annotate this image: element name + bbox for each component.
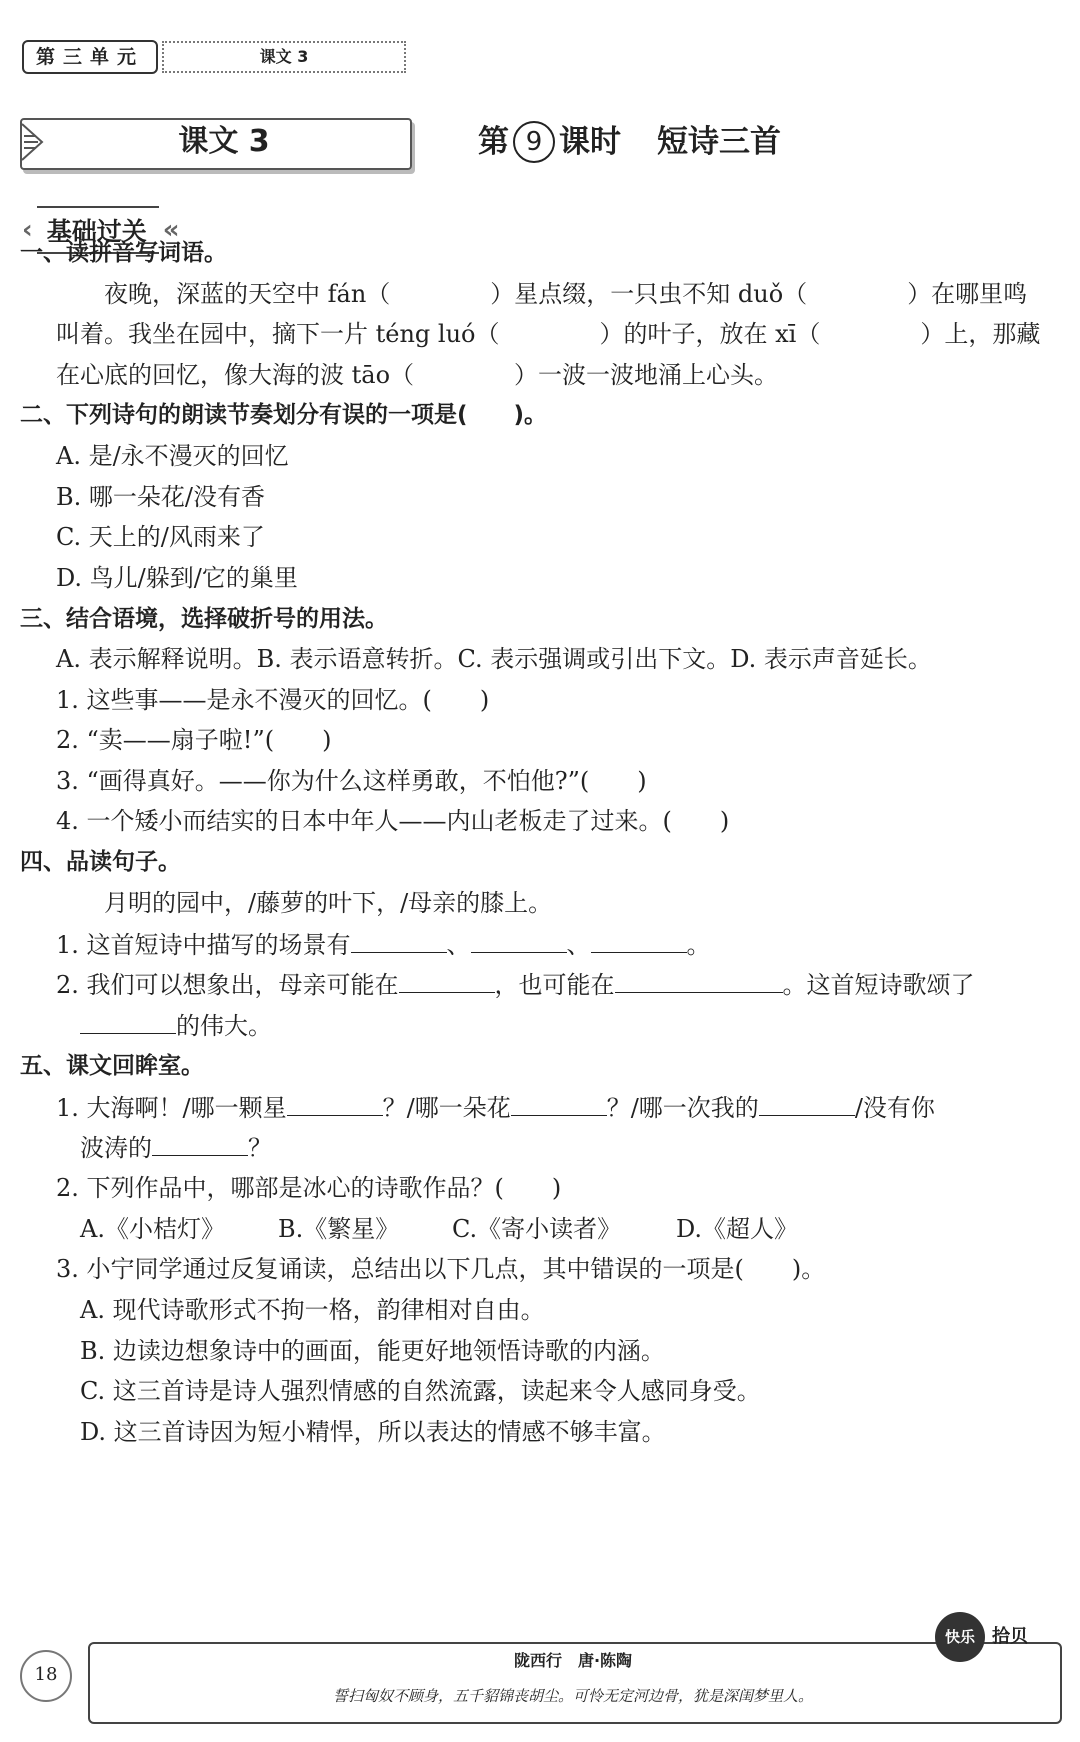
brand-logo-side: 拾贝: [992, 1626, 1028, 1647]
chevron-left-icon: ‹: [22, 215, 33, 245]
q4-item-2-cont: 的伟大。: [80, 1009, 272, 1042]
q4-quote: 月明的园中，/藤萝的叶下，/母亲的膝上。: [104, 889, 553, 917]
q2-title: 二、下列诗句的朗读节奏划分有误的一项是( )。: [20, 402, 548, 428]
q5-item-1: 1. 大海啊！/哪一颗星 ？/哪一朵花 ？/哪一次我的 /没有你: [56, 1091, 935, 1124]
q3-item-2: 2. “卖——扇子啦!”( ): [56, 726, 332, 754]
period-title: 短诗三首: [657, 124, 781, 160]
q5-title: 五、课文回眸室。: [20, 1053, 204, 1079]
lesson-title: 课文 3: [178, 124, 270, 159]
q3-item-4: 4. 一个矮小而结实的日本中年人——内山老板走了过来。( ): [56, 807, 730, 835]
q2-option-b: B. 哪一朵花/没有香: [56, 483, 265, 511]
unit-label: 第三单元: [22, 40, 158, 74]
q4-title: 四、品读句子。: [20, 849, 181, 875]
q5-item-3-opt-d: D. 这三首诗因为短小精悍，所以表达的情感不够丰富。: [80, 1418, 666, 1446]
q3-item-3: 3. “画得真好。——你为什么这样勇敢，不怕他?”( ): [56, 767, 647, 795]
q1-title: 一、读拼音写词语。: [20, 240, 227, 266]
q5-item-2-opt-a: A.《小桔灯》: [80, 1215, 225, 1243]
period-prefix: 第: [478, 124, 509, 160]
q5-item-3-opt-c: C. 这三首诗是诗人强烈情感的自然流露，读起来令人感同身受。: [80, 1377, 761, 1405]
q5-item-2-opt-b: B.《繁星》: [278, 1215, 400, 1243]
q5-item-3-opt-b: B. 边读边想象诗中的画面，能更好地领悟诗歌的内涵。: [80, 1337, 665, 1365]
double-chevron-left-icon: «: [162, 215, 180, 245]
q5-item-1-cont: 波涛的 ？: [80, 1131, 272, 1164]
period-number: 9: [513, 121, 555, 163]
q4-item-1: 1. 这首短诗中描写的场景有 、 、 。: [56, 928, 711, 961]
q5-item-3-opt-a: A. 现代诗歌形式不拘一格，韵律相对自由。: [80, 1296, 545, 1324]
q3-item-1: 1. 这些事——是永不漫灭的回忆。( ): [56, 686, 490, 714]
q1-line3: 在心底的回忆，像大海的波 tāo（ ）一波一波地涌上心头。: [56, 361, 779, 389]
q5-item-2: 2. 下列作品中，哪部是冰心的诗歌作品？( ): [56, 1174, 562, 1202]
section-badge-label: 基础过关: [37, 206, 159, 254]
q4-item-2: 2. 我们可以想象出，母亲可能在 ，也可能在 。这首短诗歌颂了: [56, 968, 975, 1001]
unit-lesson-tab: 课文 3: [162, 41, 406, 73]
footer-poem-title: 陇西行 唐·陈陶: [513, 1651, 633, 1670]
page-number: 18: [20, 1650, 72, 1702]
q2-option-c: C. 天上的/风雨来了: [56, 523, 265, 551]
q1-line2: 叫着。我坐在园中，摘下一片 téng luó（ ）的叶子，放在 xī（ ）上，那藏: [56, 320, 1041, 348]
q3-title: 三、结合语境，选择破折号的用法。: [20, 606, 388, 632]
period-heading: [478, 118, 781, 166]
q3-choices: A. 表示解释说明。B. 表示语意转折。C. 表示强调或引出下文。D. 表示声音延长。: [56, 645, 932, 673]
period-suffix: 课时: [559, 124, 621, 160]
q5-item-2-opt-d: D.《超人》: [676, 1215, 799, 1243]
brand-logo: 快乐: [935, 1612, 985, 1662]
unit-tab: [22, 40, 406, 74]
q5-item-3: 3. 小宁同学通过反复诵读，总结出以下几点，其中错误的一项是( )。: [56, 1255, 826, 1283]
q1-line1: 夜晚，深蓝的天空中 fán（ ）星点缀，一只虫不知 duǒ（ ）在哪里鸣: [104, 280, 1028, 308]
q2-option-d: D. 鸟儿/躲到/它的巢里: [56, 564, 298, 592]
q5-item-2-opt-c: C.《寄小读者》: [452, 1215, 622, 1243]
footer-poem-text: 誓扫匈奴不顾身，五千貂锦丧胡尘。可怜无定河边骨，犹是深闺梦里人。: [332, 1687, 813, 1705]
q2-option-a: A. 是/永不漫灭的回忆: [56, 442, 289, 470]
